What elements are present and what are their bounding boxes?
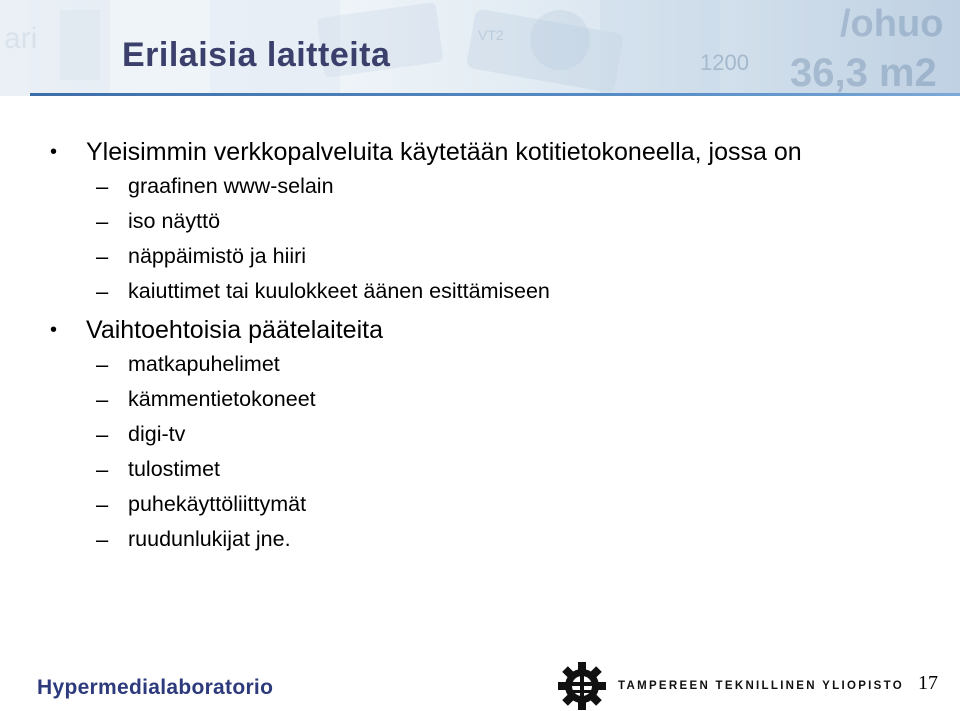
sub-item	[96, 522, 928, 557]
dash-icon: –	[96, 174, 109, 199]
sub-item-text: digi-tv	[128, 422, 186, 446]
sub-item	[96, 274, 928, 309]
dash-icon: –	[96, 279, 109, 304]
banner-bar	[30, 93, 960, 96]
gear-logo-icon	[556, 660, 608, 711]
sub-item	[96, 169, 928, 204]
dash-icon: –	[96, 492, 109, 517]
sub-item-text: näppäimistö ja hiiri	[128, 244, 307, 268]
dash-icon: –	[96, 457, 109, 482]
sub-item	[96, 239, 928, 274]
dash-icon: –	[96, 422, 109, 447]
sub-item	[96, 204, 928, 239]
dash-icon: –	[96, 387, 109, 412]
bullet-item	[48, 136, 928, 169]
sub-item-text: kämmentietokoneet	[128, 387, 316, 411]
bullet-item	[48, 314, 928, 347]
sub-item-text: tulostimet	[128, 457, 221, 481]
dash-icon: –	[96, 209, 109, 234]
sub-item	[96, 347, 928, 382]
slide-title: Erilaisia laitteita	[122, 36, 391, 74]
sub-item-text: iso näyttö	[128, 209, 221, 233]
sub-item	[96, 382, 928, 417]
sub-item-text: kaiuttimet tai kuulokkeet äänen esittämiseen	[128, 279, 550, 303]
bullet-icon: •	[50, 319, 58, 341]
sub-item-text: puhekäyttöliittymät	[128, 492, 307, 516]
bullet-text: Yleisimmin verkkopalveluita käytetään kotitietokoneella, jossa on	[86, 138, 802, 166]
sub-item-text: ruudunlukijat jne.	[128, 527, 291, 551]
sub-item	[96, 417, 928, 452]
sub-item-text: graafinen www-selain	[128, 174, 334, 198]
sub-item-text: matkapuhelimet	[128, 352, 280, 376]
slide-content	[48, 136, 928, 557]
footer-university-name: TAMPEREEN TEKNILLINEN YLIOPISTO	[618, 680, 904, 692]
dash-icon: –	[96, 527, 109, 552]
bullet-icon: •	[50, 141, 58, 163]
sub-item	[96, 452, 928, 487]
dash-icon: –	[96, 244, 109, 269]
bullet-text: Vaihtoehtoisia päätelaiteita	[86, 316, 383, 344]
footer-lab-name: Hypermedialaboratorio	[37, 676, 274, 699]
dash-icon: –	[96, 352, 109, 377]
page-number: 17	[918, 672, 938, 694]
sub-item	[96, 487, 928, 522]
